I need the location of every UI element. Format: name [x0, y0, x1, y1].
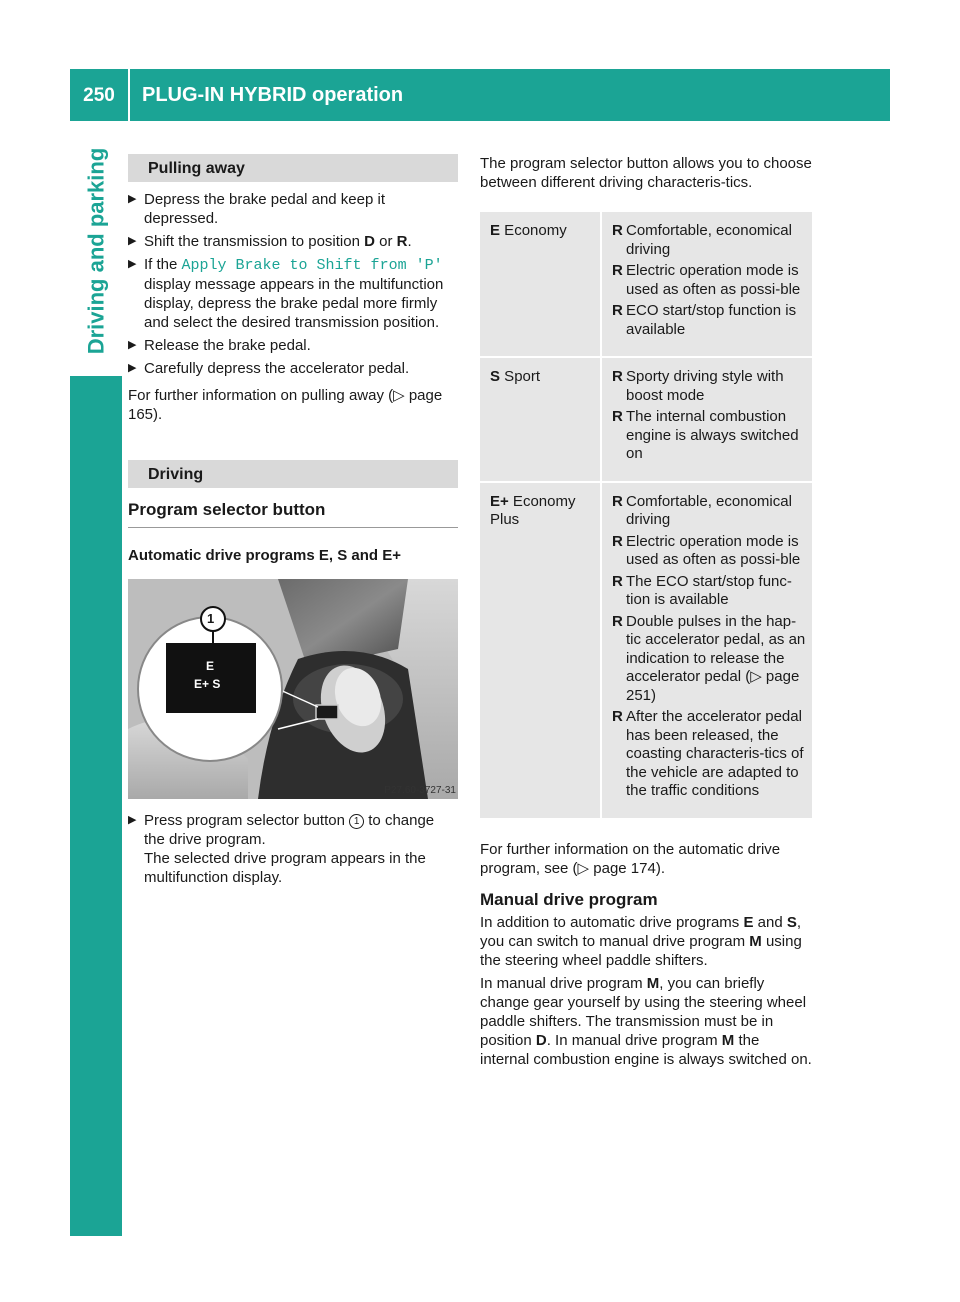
feature-text: Sporty driving style with boost mode	[626, 368, 784, 404]
feature-item	[612, 708, 806, 801]
program-name: Sport	[500, 368, 541, 385]
bullet-icon: R	[612, 492, 623, 510]
display-bottom-label: E+ S	[194, 677, 221, 691]
page-title: PLUG-IN HYBRID operation	[142, 83, 404, 106]
side-tab-label: Driving and parking	[83, 147, 109, 355]
program-key: S	[490, 368, 501, 385]
manual-text: using the steering wheel paddle shifters.	[480, 932, 802, 969]
manual-text: , you can briefly change gear yourself by using the steering wheel paddle shifters. The transmission must be in position	[480, 974, 807, 1049]
page-header	[70, 69, 890, 121]
feature-text: Comfortable, economical driving	[626, 222, 792, 258]
step-item	[128, 336, 458, 355]
step-text: Carefully depress the accelerator pedal.	[144, 360, 410, 377]
position-r: R	[396, 233, 408, 250]
step-note: The selected drive program appears in the multifunction display.	[144, 850, 426, 886]
feature-item	[612, 222, 806, 259]
step-text: display message appears in the multifunction display, depress the brake pedal more firmly and select the desired transmission position.	[144, 276, 444, 331]
step-text: Press program selector button	[144, 812, 350, 829]
step-text: Depress the brake pedal and keep it depressed.	[144, 191, 385, 227]
feature-text: After the accelerator pedal has been released, the coasting characteris-tics of the vehicle are adapted to the traffic conditions	[626, 708, 804, 799]
program-key: E	[490, 222, 501, 239]
step-item	[128, 811, 458, 887]
feature-text: The ECO start/stop func-tion is available	[626, 572, 792, 608]
feature-text: The internal combustion engine is always switched on	[626, 408, 799, 462]
feature-text: ECO start/stop function is available	[626, 302, 797, 338]
side-tab	[70, 121, 122, 377]
bullet-icon: R	[612, 222, 623, 239]
manual-text: , you can switch to manual drive program	[480, 913, 802, 950]
section-heading-driving: Driving	[128, 460, 458, 488]
arrow-icon: ▶	[128, 258, 137, 270]
program-features-cell	[602, 481, 812, 818]
feature-item	[612, 368, 806, 405]
step-text: to change the drive program.	[144, 812, 435, 848]
subheading-auto-programs: Automatic drive programs E, S and E+	[128, 547, 401, 564]
intro-paragraph: The program selector button allows you to choose between different driving characteris-tics.	[480, 155, 812, 191]
arrow-icon: ▶	[128, 193, 137, 205]
manual-text: In addition to automatic drive programs	[480, 913, 744, 931]
manual-text: the internal combustion engine is always switched on.	[480, 1031, 812, 1068]
program-m: M	[646, 974, 660, 992]
step-text: If the	[144, 256, 182, 273]
manual-paragraph-2	[480, 974, 812, 1069]
arrow-icon: ▶	[128, 362, 137, 374]
step-text: .	[407, 233, 412, 250]
program-mode-cell	[480, 356, 602, 481]
program-name: Economy	[500, 222, 567, 239]
info-text: For further information on pulling away (	[128, 387, 394, 404]
program-key: E+	[490, 492, 509, 510]
info-paragraph	[128, 386, 458, 424]
feature-item	[612, 533, 806, 570]
program-mode-cell	[480, 212, 602, 356]
feature-item	[612, 262, 806, 299]
program-m: M	[721, 1031, 735, 1049]
program-row	[480, 356, 812, 481]
program-selector-photo	[128, 579, 458, 799]
bullet-icon: R	[612, 408, 623, 425]
step-item	[128, 359, 458, 378]
bullet-icon: R	[612, 368, 623, 385]
page-ref-link[interactable]: page 174).	[593, 859, 665, 877]
step-item	[128, 232, 458, 251]
bullet-icon: R	[612, 262, 623, 279]
feature-text: Electric operation mode is used as often as possi-ble	[626, 262, 801, 298]
manual-text: In manual drive program	[480, 974, 647, 992]
page-ref-link[interactable]: page 165).	[128, 387, 443, 423]
program-row	[480, 481, 812, 818]
step-text: or	[374, 233, 397, 250]
info-text: For further information on the automatic drive program, see (	[480, 840, 781, 877]
program-name: Economy Plus	[490, 492, 576, 528]
header-divider	[128, 69, 130, 121]
photo-code: P27.60-3727-31	[384, 785, 456, 796]
program-features-cell	[602, 212, 812, 356]
subheading-program-selector: Program selector button	[128, 500, 458, 528]
callout-ref: 1	[349, 814, 364, 829]
feature-item	[612, 613, 806, 706]
feature-text: Double pulses in the hap-tic accelerator pedal, as an indication to release the accelerator pedal (▷ page 251)	[626, 612, 806, 704]
feature-item	[612, 573, 806, 610]
feature-text: Electric operation mode is used as often as possi-ble	[626, 532, 801, 568]
position-d: D	[535, 1031, 547, 1049]
feature-text: Comfortable, economical driving	[626, 492, 792, 528]
left-column	[128, 154, 458, 887]
program-features-cell	[602, 356, 812, 481]
subheading-manual: Manual drive program	[480, 889, 658, 909]
bullet-icon: R	[612, 612, 623, 630]
program-s: S	[786, 913, 797, 931]
feature-item	[612, 493, 806, 530]
manual-text: and	[753, 913, 787, 931]
program-row	[480, 212, 812, 356]
right-column	[480, 154, 812, 1069]
manual-paragraph-1	[480, 913, 812, 970]
feature-item	[612, 408, 806, 464]
drive-programs-table	[480, 212, 812, 818]
side-tab-lower	[70, 376, 122, 1236]
arrow-icon: ▶	[128, 235, 137, 247]
bullet-icon: R	[612, 708, 623, 725]
display-message: Apply Brake to Shift from 'P'	[181, 257, 443, 274]
section-heading-pulling-away: Pulling away	[128, 154, 458, 182]
step-text: Shift the transmission to position	[144, 233, 365, 250]
bullet-icon: R	[612, 302, 623, 319]
arrow-icon: ▶	[128, 339, 137, 351]
bullet-icon: R	[612, 572, 623, 590]
arrow-icon: ▶	[128, 814, 137, 826]
photo-illustration	[128, 579, 458, 799]
feature-item	[612, 302, 806, 339]
step-text: Release the brake pedal.	[144, 337, 311, 354]
page-number: 250	[83, 84, 115, 106]
callout-number: 1	[207, 611, 215, 626]
manual-text: . In manual drive program	[546, 1031, 722, 1049]
step-item	[128, 190, 458, 228]
program-e: E	[743, 913, 754, 931]
step-item	[128, 255, 458, 332]
more-info-paragraph	[480, 840, 812, 878]
page-ref-icon: ▷	[577, 859, 590, 877]
bullet-icon: R	[612, 532, 623, 550]
program-m: M	[749, 932, 762, 950]
position-d: D	[364, 233, 375, 250]
display-top-label: E	[206, 659, 215, 673]
program-mode-cell	[480, 481, 602, 818]
page-ref-icon: ▷	[393, 387, 405, 404]
